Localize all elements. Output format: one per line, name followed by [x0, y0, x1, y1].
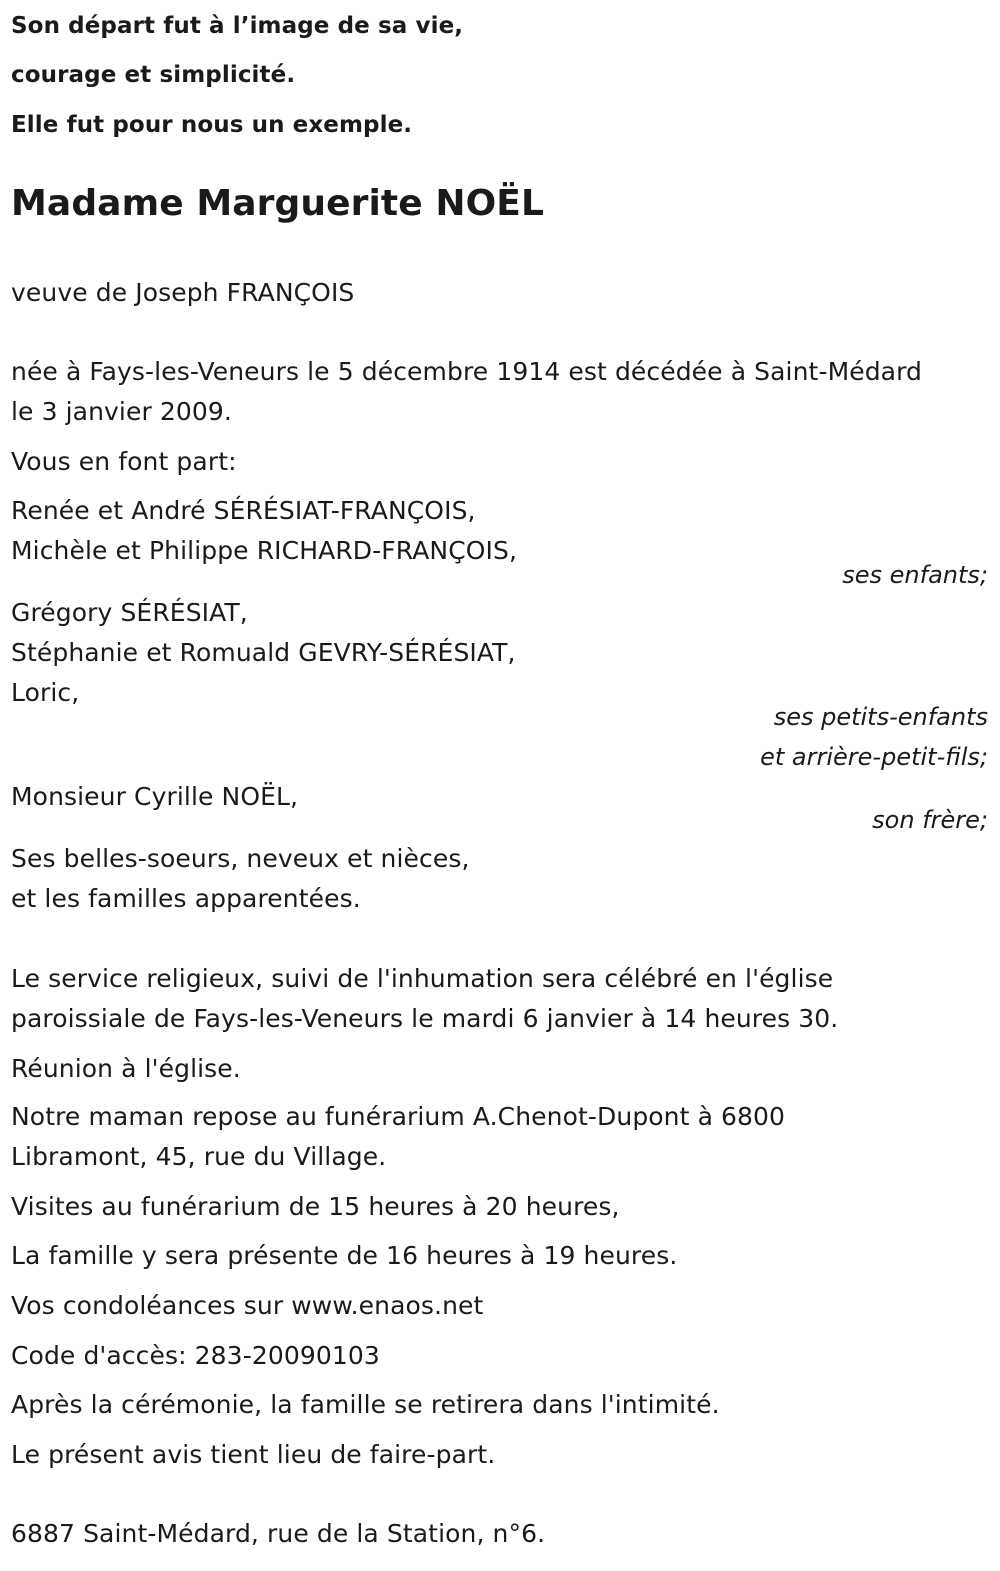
other-relatives: Ses belles-soeurs, neveux et nièces,: [11, 844, 470, 873]
relation-label: ses enfants;: [842, 561, 988, 589]
service-info: paroissiale de Fays-les-Veneurs le mardi 6 janvier à 14 heures 30.: [11, 1004, 839, 1033]
funerarium-info: Notre maman repose au funérarium A.Chenot-Dupont à 6800: [11, 1102, 786, 1131]
family-member: Michèle et Philippe RICHARD-FRANÇOIS,: [11, 536, 518, 565]
quote-line: courage et simplicité.: [11, 62, 296, 88]
deceased-name: Madame Marguerite NOËL: [11, 183, 545, 224]
announce-text: Vous en font part:: [11, 447, 237, 476]
service-info: Le service religieux, suivi de l'inhumation sera célébré en l'église: [11, 964, 834, 993]
family-member: Grégory SÉRÉSIAT,: [11, 598, 248, 627]
other-relatives: et les familles apparentées.: [11, 884, 361, 913]
widow-of: veuve de Joseph FRANÇOIS: [11, 278, 355, 307]
after-ceremony: Après la cérémonie, la famille se retirera dans l'intimité.: [11, 1390, 720, 1419]
address: 6887 Saint-Médard, rue de la Station, n°6.: [11, 1519, 546, 1548]
access-code: Code d'accès: 283-20090103: [11, 1341, 380, 1370]
relation-label: et arrière-petit-fils;: [760, 743, 988, 771]
family-presence-info: La famille y sera présente de 16 heures à 19 heures.: [11, 1241, 678, 1270]
birth-death-line: le 3 janvier 2009.: [11, 397, 232, 426]
quote-line: Son départ fut à l’image de sa vie,: [11, 13, 464, 39]
family-member: Monsieur Cyrille NOËL,: [11, 782, 299, 811]
quote-line: Elle fut pour nous un exemple.: [11, 112, 413, 138]
family-member: Renée et André SÉRÉSIAT-FRANÇOIS,: [11, 496, 476, 525]
visits-info: Visites au funérarium de 15 heures à 20 heures,: [11, 1192, 620, 1221]
family-member: Loric,: [11, 678, 80, 707]
condolences-info: Vos condoléances sur www.enaos.net: [11, 1291, 484, 1320]
notice-text: Le présent avis tient lieu de faire-part.: [11, 1440, 496, 1469]
birth-death-line: née à Fays-les-Veneurs le 5 décembre 1914 est décédée à Saint-Médard: [11, 357, 923, 386]
funerarium-info: Libramont, 45, rue du Village.: [11, 1142, 387, 1171]
relation-label: ses petits-enfants: [773, 703, 988, 731]
family-member: Stéphanie et Romuald GEVRY-SÉRÉSIAT,: [11, 638, 516, 667]
relation-label: son frère;: [872, 806, 988, 834]
meeting-info: Réunion à l'église.: [11, 1054, 241, 1083]
